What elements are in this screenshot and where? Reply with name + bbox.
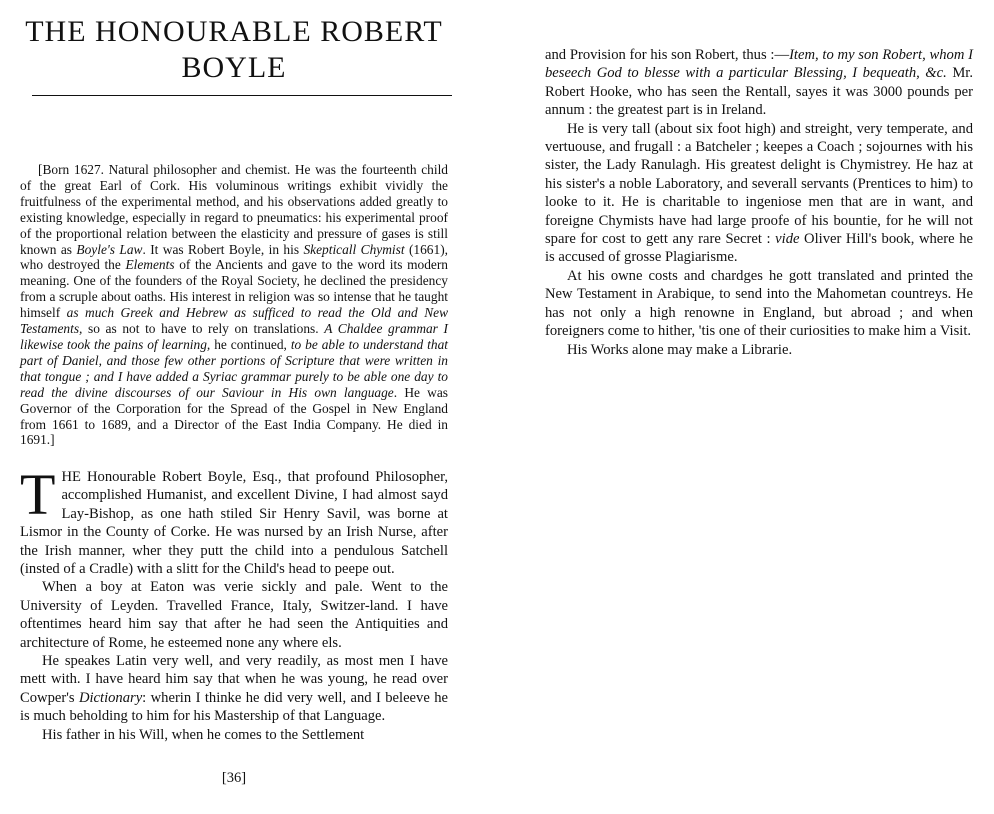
italic-run: Skepticall Chymist — [303, 241, 405, 257]
text-run: . He was Governor of the Corporation for the Spread of the Gospel in New England from 1661 to 1689, and a Director of the East India Company. He died in 1691.] — [20, 384, 448, 448]
body-text-right — [545, 46, 973, 359]
text-run: he continued, — [210, 336, 291, 352]
body-paragraph — [20, 462, 448, 578]
italic-run: A Chaldee grammar I likewise took the pains of learning, — [20, 321, 448, 352]
text-run: : wherin I thinke he did very well, and I beleeve he is much beholding to him for his Mastership of that Language. — [20, 689, 448, 725]
italic-run: to be able to understand that part of Daniel, and those few other portions of Scripture that were written in that tongue ; and I have added a Syriac grammar purely to be able one day to read the divine discourses of our Saviour in His own language — [20, 336, 448, 400]
italic-run: Boyle's Law — [76, 241, 143, 257]
body-paragraph — [545, 267, 973, 341]
body-paragraph — [545, 46, 973, 120]
body-paragraph — [20, 726, 448, 744]
text-run: (1661), who destroyed the — [20, 241, 448, 273]
text-run: Oliver Hill's book, where he is accused of grosse Plagiarisme. — [545, 231, 973, 266]
drop-cap: T — [20, 462, 56, 527]
italic-run: as much Greek and Hebrew as sufficed to read the Old and New Testaments, — [20, 305, 448, 337]
text-run: His Works alone may make a Librarie. — [567, 341, 793, 358]
text-run: When a boy at Eaton was verie sickly and pale. Went to the University of Leyden. Travelled France, Italy, Switzer-land. I have oftentimes heard him say that after he had seen the Antiquities and architecture of Rome, he esteemed none any where els. — [20, 579, 448, 651]
text-run: and Provision for his son Robert, thus :— — [545, 47, 790, 63]
body-text-left — [20, 462, 448, 744]
italic-run: Item, to my son Robert, whom I beseech God to blesse with a particular Blessing, I bequeath, &c. — [545, 47, 973, 82]
page-title: THE HONOURABLE ROBERT BOYLE — [25, 15, 443, 84]
body-paragraph — [545, 341, 973, 359]
text-run: so as not to have to rely on translations. — [82, 321, 325, 337]
title-rule — [32, 95, 452, 96]
text-run: HE Honourable Robert Boyle, Esq., that profound Philosopher, accomplished Humanist, and excellent Divine, I had almost sayd Lay-Bishop, as one hath stiled Sir Henry Savil, was borne at Lismor in the County of Corke. He was nursed by an Irish Nurse, after the Irish manner, wher they putt the child into a pendulous Satchell (insted of a Cradle) with a slitt for the Child's head to peepe out. — [20, 469, 448, 578]
page-number: [36] — [221, 770, 247, 786]
text-run: [Born 1627. Natural philosopher and chemist. He was the fourteenth child of the great Earl of Cork. His voluminous writings exhibit vividly the fruitfulness of the experimental method, and his observations added greatly to existing knowledge, especially in regard to pneumatics: his experimental proof of the proportional relation between the elasticity and pressure of gases is still known as — [20, 162, 448, 257]
text-run: At his owne costs and chardges he gott translated and printed the New Testament in Arabique, to send into the Mahometan countreys. He has not only a high renowne in England, but abroad ; and when foreigners come to hither, 'tis one of their curiosities to make him a Visit. — [545, 267, 973, 340]
body-paragraph — [545, 120, 973, 267]
italic-run: Elements — [125, 257, 175, 273]
body-paragraph — [20, 652, 448, 726]
italic-run: Dictionary — [78, 689, 143, 706]
text-run: He speakes Latin very well, and very readily, as most men I have mett with. I have heard him say that when he was young, he read over Cowper's — [20, 653, 448, 706]
body-paragraph — [20, 578, 448, 652]
text-run: of the Ancients and gave to the word its modern meaning. One of the founders of the Royal Society, he declined the presidency from a scruple about oaths. His interest in religion was so intense that he taught himself — [20, 257, 448, 321]
text-run: His father in his Will, when he comes to the Settlement — [42, 726, 365, 743]
text-run: He is very tall (about six foot high) and streight, very temperate, and vertuouse, and frugall : a Batcheler ; keepes a Coach ; sojournes with his sister, the Lady Ranulagh. His greatest delight is Chymistrey. He haz at his sister's a noble Laboratory, and severall servants (Prentices to him) to looke to it. He is charitable to ingeniose men that are in want, and foreigne Chymists have had large proofe of his bountie, for he will not spare for cost to gett any rare Secret : — [545, 120, 973, 248]
italic-run: vide — [775, 231, 800, 248]
text-run: . It was Robert Boyle, in his — [142, 241, 304, 257]
biographical-note — [20, 162, 448, 448]
text-run: Mr. Robert Hooke, who has seen the Rentall, sayes it was 3000 pounds per annum : the greatest part is in Ireland. — [545, 65, 974, 119]
